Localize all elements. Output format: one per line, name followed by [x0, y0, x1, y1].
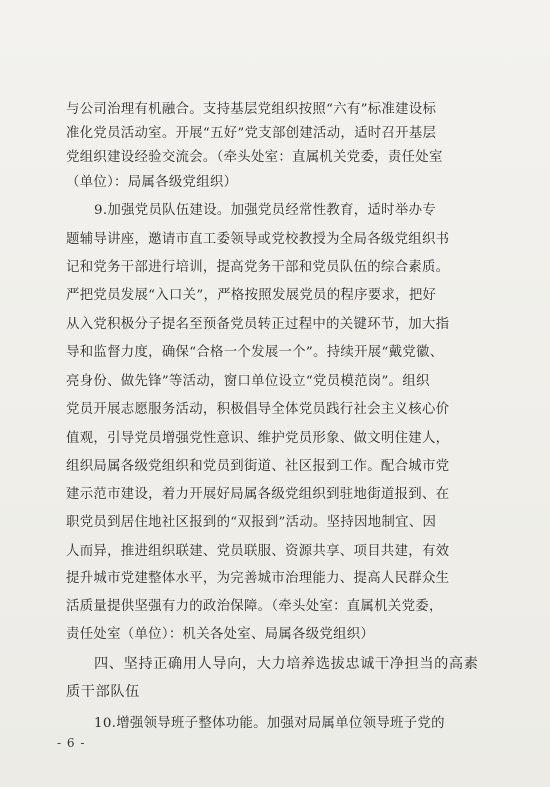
text-line: 党组织建设经验交流会。（牵头处室：直属机关党委，责任处室	[66, 150, 443, 165]
text-line: 提升城市党建整体水平，为完善城市治理能力、提高人民群众生	[66, 571, 450, 586]
text-line: 党员开展志愿服务活动，积极倡导全体党员践行社会主义核心价	[66, 402, 450, 417]
text-line: 题辅导讲座，邀请市直工委领导或党校教授为全局各级党组织书	[66, 232, 450, 247]
page-number: - 6 -	[57, 736, 86, 750]
text-line: 建示范市建设，着力开展好局属各级党组织到驻地街道报到、在	[66, 487, 450, 502]
text-line: 职党员到居住地社区报到的“双报到”活动。坚持因地制宜、因	[66, 515, 437, 530]
text-line: 组织局属各级党组织和党员到街道、社区报到工作。配合城市党	[66, 459, 450, 474]
text-line: 人而异，推进组织联建、党员联服、资源共享、项目共建，有效	[66, 544, 450, 559]
text-line: 活质量提供坚强有力的政治保障。（牵头处室：直属机关党委，	[66, 599, 443, 614]
text-line: 与公司治理有机融合。支持基层党组织按照“六有”标准建设标	[66, 102, 437, 117]
text-line: 责任处室（单位）：机关各处室、局属各级党组织）	[66, 627, 375, 642]
chapter-heading-line: 质干部队伍	[66, 684, 140, 700]
text-line: 值观，引导党员增强党性意识、维护党员形象、做文明住建人，	[66, 431, 450, 446]
text-line: 亮身份、做先锋”等活动，窗口单位设立“党员模范岗”。组织	[66, 374, 430, 389]
chapter-heading-line: 四、坚持正确用人导向，大力培养选拔忠诚干净担当的高素	[94, 656, 479, 672]
section-heading-line: 10.增强领导班子整体功能。加强对局属单位领导班子党的	[94, 716, 445, 731]
text-line: 记和党务干部进行培训，提高党务干部和党员队伍的综合素质。	[66, 260, 450, 275]
text-line: （单位）：局属各级党组织）	[66, 175, 238, 190]
text-line: 从入党积极分子提名至预备党员转正过程中的关键环节，加大指	[66, 317, 450, 332]
text-line: 准化党员活动室。开展“五好”党支部创建活动，适时召开基层	[66, 126, 437, 141]
text-line: 导和监督力度，确保“合格一个发展一个”。持续开展“戴党徽、	[66, 345, 444, 360]
text-line: 严把党员发展“入口关”，严格按照发展党员的程序要求，把好	[66, 288, 437, 303]
section-heading-line: 9.加强党员队伍建设。加强党员经常性教育，适时举办专	[94, 203, 436, 218]
